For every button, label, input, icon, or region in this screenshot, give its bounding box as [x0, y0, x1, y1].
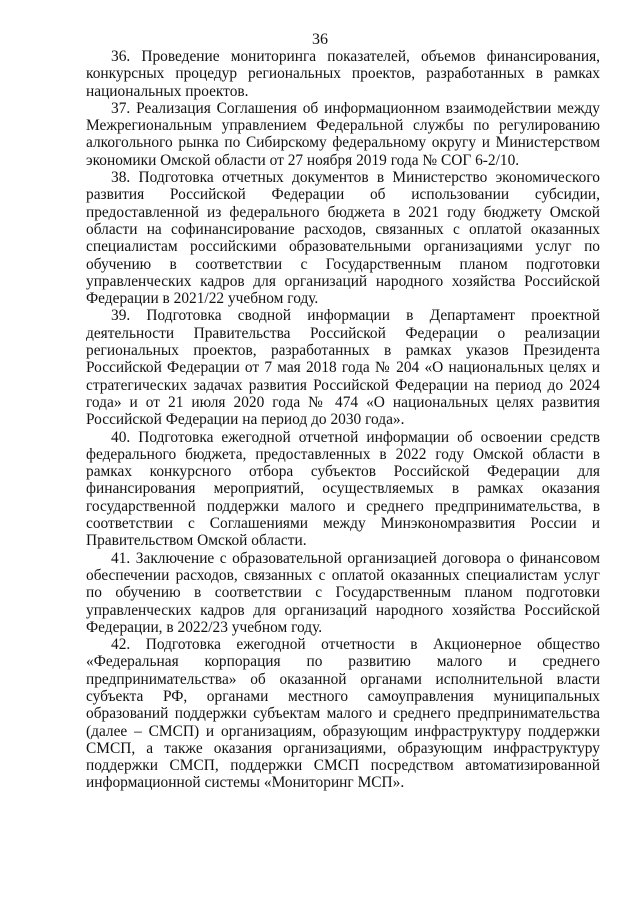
- paragraph-36: 36. Проведение мониторинга показателей, объемов финансирования, конкурсных процедур региональных проектов, разработанных в рамках национальных проектов.: [86, 48, 600, 100]
- paragraph-39: 39. Подготовка сводной информации в Департамент проектной деятельности Правительства Российской Федерации о реализации региональных проектов, разработанных в рамках указов Президента Российской Федерации от 7 мая 2018 года № 204 «О национальных целях и стратегических задачах развития Российской Федерации на период до 2024 года» и от 21 июля 2020 года № 474 «О национальных целях развития Российской Федерации на период до 2030 года».: [86, 307, 600, 429]
- paragraph-38: 38. Подготовка отчетных документов в Министерство экономического развития Российской Федерации об использовании субсидии, предоставленной из федерального бюджета в 2021 году бюджету Омской области на софинансирование расходов, связанных с оплатой оказанных специалистам российскими образовательными организациями услуг по обучению в соответствии с Государственным планом подготовки управленческих кадров для организаций народного хозяйства Российской Федерации в 2021/22 учебном году.: [86, 169, 600, 308]
- paragraph-40: 40. Подготовка ежегодной отчетной информации об освоении средств федерального бюджета, предоставленных в 2022 году Омской области в рамках конкурсного отбора субъектов Российской Федерации для финансирования мероприятий, осуществляемых в рамках оказания государственной поддержки малого и среднего предпринимательства, в соответствии с Соглашениями между Минэкономразвития России и Правительством Омской области.: [86, 428, 600, 550]
- paragraph-42: 42. Подготовка ежегодной отчетности в Акционерное общество «Федеральная корпорация по развитию малого и среднего предпринимательства» об оказанной органами исполнительной власти субъекта РФ, органами местного самоуправления муниципальных образований поддержки субъектам малого и среднего предпринимательства (далее – СМСП) и организациям, образующим инфраструктуру поддержки СМСП, а также оказания организациями, образующим инфраструктуру поддержки СМСП, поддержки СМСП посредством автоматизированной информационной системы «Мониторинг МСП».: [86, 636, 600, 792]
- paragraph-37: 37. Реализация Соглашения об информационном взаимодействии между Межрегиональным управлением Федеральной службы по регулированию алкогольного рынка по Сибирскому федеральному округу и Министерством экономики Омской области от 27 ноября 2019 года № СОГ 6-2/10.: [86, 99, 600, 169]
- document-body: [86, 48, 600, 792]
- paragraph-41: 41. Заключение с образовательной организацией договора о финансовом обеспечении расходов, связанных с оплатой оказанных специалистам услуг по обучению в соответствии с Государственным планом подготовки управленческих кадров для организаций народного хозяйства Российской Федерации, в 2022/23 учебном году.: [86, 549, 600, 636]
- page-number: 36: [312, 31, 328, 48]
